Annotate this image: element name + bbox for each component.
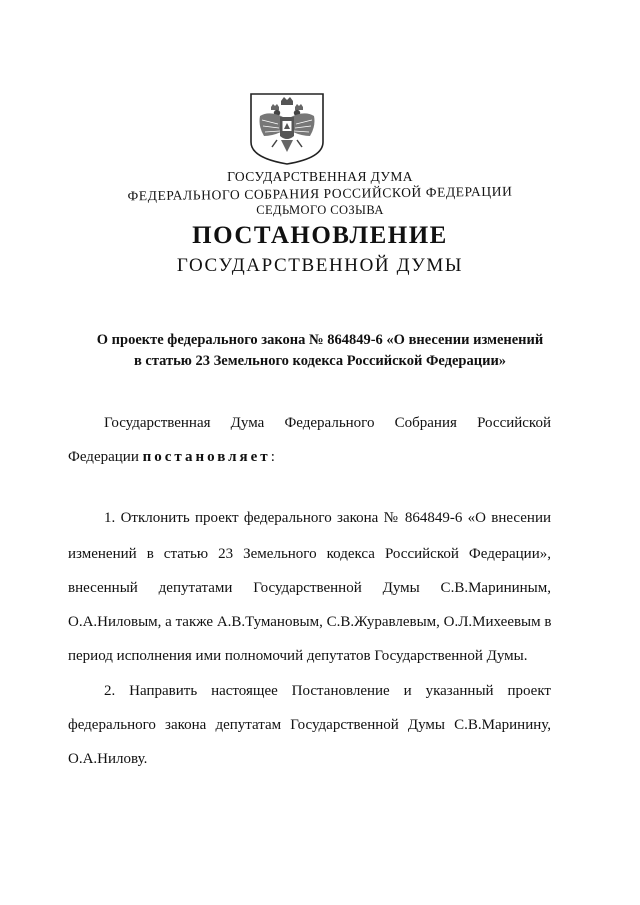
org-name-line2: ФЕДЕРАЛЬНОГО СОБРАНИЯ РОССИЙСКОЙ ФЕДЕРАЦИИ (127, 183, 513, 204)
item2-line-2: федерального закона депутатам Государственной Думы С.В.Маринину, (68, 717, 551, 733)
convocation-line: СЕДЬМОГО СОЗЫВА (256, 203, 384, 217)
coat-of-arms-emblem (248, 92, 326, 166)
item1-line-5: период исполнения ими полномочий депутатов Государственной Думы. (68, 648, 528, 664)
preamble-line-2 (68, 449, 551, 466)
resolution-subject (60, 330, 580, 372)
item1-line-4: О.А.Ниловым, а также А.В.Тумановым, С.В.Журавлевым, О.Л.Михеевым в (68, 614, 552, 630)
item2-line-1: 2. Направить настоящее Постановление и указанный проект (104, 683, 551, 699)
item1-line-2: изменений в статью 23 Земельного кодекса Российской Федерации», (68, 546, 551, 562)
preamble-line-1: Государственная Дума Федерального Собрания Российской (104, 415, 551, 431)
document-issuer-subtitle: ГОСУДАРСТВЕННОЙ ДУМЫ (176, 255, 464, 276)
item1-line-3: внесенный депутатами Государственной Думы С.В.Марининым, (68, 580, 551, 596)
org-name-line1: ГОСУДАРСТВЕННАЯ ДУМА (227, 169, 413, 184)
item1-line-1: 1. Отклонить проект федерального закона № 864849-6 «О внесении (104, 510, 551, 526)
item2-line-3: О.А.Нилову. (68, 751, 148, 767)
preamble-action-word: постановляет (142, 449, 271, 465)
preamble-colon: : (270, 449, 275, 465)
preamble-text: Федерации (68, 449, 139, 465)
document-type-title: ПОСТАНОВЛЕНИЕ (192, 222, 448, 249)
subject-line-1: О проекте федерального закона № 864849-6 «О внесении изменений (96, 332, 544, 348)
subject-line-2: в статью 23 Земельного кодекса Российской Федерации» (133, 353, 507, 369)
